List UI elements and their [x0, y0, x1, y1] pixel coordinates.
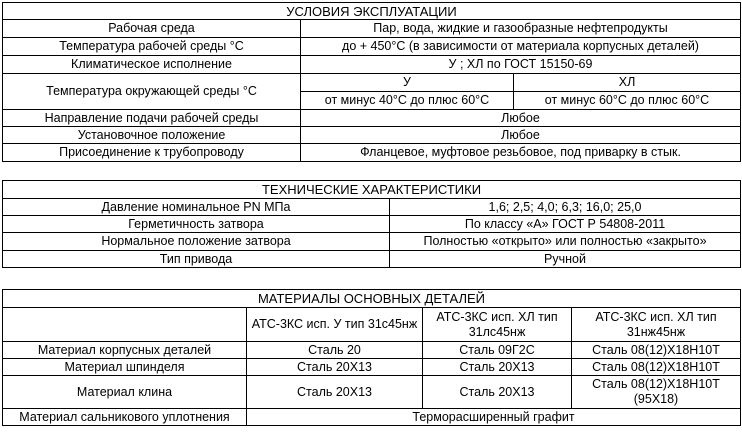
- operating-conditions-title: УСЛОВИЯ ЭКСПЛУАТАЦИИ: [3, 3, 741, 20]
- medium-temperature-value: до + 450°С (в зависимости от материала корпусных деталей): [301, 38, 741, 56]
- materials-column-header: АТС-3КС исп. У тип 31с45нж: [247, 308, 423, 342]
- ambient-hl-value: от минус 60°С до плюс 60°С: [514, 92, 741, 110]
- cell-value: Сталь 20Х13: [247, 359, 423, 376]
- mounting-position-label: Установочное положение: [3, 127, 301, 144]
- flow-direction-label: Направление подачи рабочей среды: [3, 110, 301, 127]
- table-row: [3, 359, 741, 376]
- gland-seal-label: Материал сальникового уплотнения: [3, 409, 247, 426]
- ambient-temperature-label: Температура окружающей среды °С: [3, 74, 301, 110]
- tightness-value: По классу «А» ГОСТ Р 54808-2011: [390, 216, 741, 233]
- row-label: Материал корпусных деталей: [3, 342, 247, 359]
- operating-conditions-table: [2, 2, 741, 162]
- medium-temperature-label: Температура рабочей среды °С: [3, 38, 301, 56]
- ambient-hl-header: ХЛ: [514, 74, 741, 92]
- climatic-version-label: Климатическое исполнение: [3, 56, 301, 74]
- technical-specs-title: ТЕХНИЧЕСКИЕ ХАРАКТЕРИСТИКИ: [3, 181, 741, 199]
- row-label: Материал шпинделя: [3, 359, 247, 376]
- gland-seal-value: Терморасширенный графит: [247, 409, 741, 426]
- row-label: Материал клина: [3, 376, 247, 409]
- drive-type-label: Тип привода: [3, 251, 390, 268]
- materials-header-empty: [3, 308, 247, 342]
- mounting-position-value: Любое: [301, 127, 741, 144]
- working-medium-value: Пар, вода, жидкие и газообразные нефтепродукты: [301, 20, 741, 38]
- cell-value: Сталь 20: [247, 342, 423, 359]
- materials-table: [2, 289, 741, 426]
- tightness-label: Герметичность затвора: [3, 216, 390, 233]
- ambient-u-value: от минус 40°С до плюс 60°С: [301, 92, 514, 110]
- nominal-pressure-label: Давление номинальное PN МПа: [3, 199, 390, 216]
- normal-position-value: Полностью «открыто» или полностью «закрыто»: [390, 233, 741, 251]
- cell-value: Сталь 20Х13: [423, 359, 572, 376]
- table-row: [3, 342, 741, 359]
- flow-direction-value: Любое: [301, 110, 741, 127]
- materials-column-header: АТС-3КС исп. ХЛ тип 31лс45нж: [423, 308, 572, 342]
- cell-value: Сталь 08(12)Х18Н10Т (95Х18): [572, 376, 741, 409]
- materials-title: МАТЕРИАЛЫ ОСНОВНЫХ ДЕТАЛЕЙ: [3, 290, 741, 308]
- cell-value: Сталь 08(12)Х18Н10Т: [572, 342, 741, 359]
- drive-type-value: Ручной: [390, 251, 741, 268]
- pipe-connection-label: Присоединение к трубопроводу: [3, 144, 301, 162]
- cell-value: Сталь 08(12)Х18Н10Т: [572, 359, 741, 376]
- table-row: [3, 376, 741, 409]
- ambient-u-header: У: [301, 74, 514, 92]
- nominal-pressure-value: 1,6; 2,5; 4,0; 6,3; 16,0; 25,0: [390, 199, 741, 216]
- cell-value: Сталь 09Г2С: [423, 342, 572, 359]
- climatic-version-value: У ; ХЛ по ГОСТ 15150-69: [301, 56, 741, 74]
- cell-value: Сталь 20Х13: [247, 376, 423, 409]
- technical-specs-table: [2, 180, 741, 268]
- cell-value: Сталь 20Х13: [423, 376, 572, 409]
- materials-column-header: АТС-3КС исп. ХЛ тип 31нж45нж: [572, 308, 741, 342]
- pipe-connection-value: Фланцевое, муфтовое резьбовое, под приварку в стык.: [301, 144, 741, 162]
- normal-position-label: Нормальное положение затвора: [3, 233, 390, 251]
- working-medium-label: Рабочая среда: [3, 20, 301, 38]
